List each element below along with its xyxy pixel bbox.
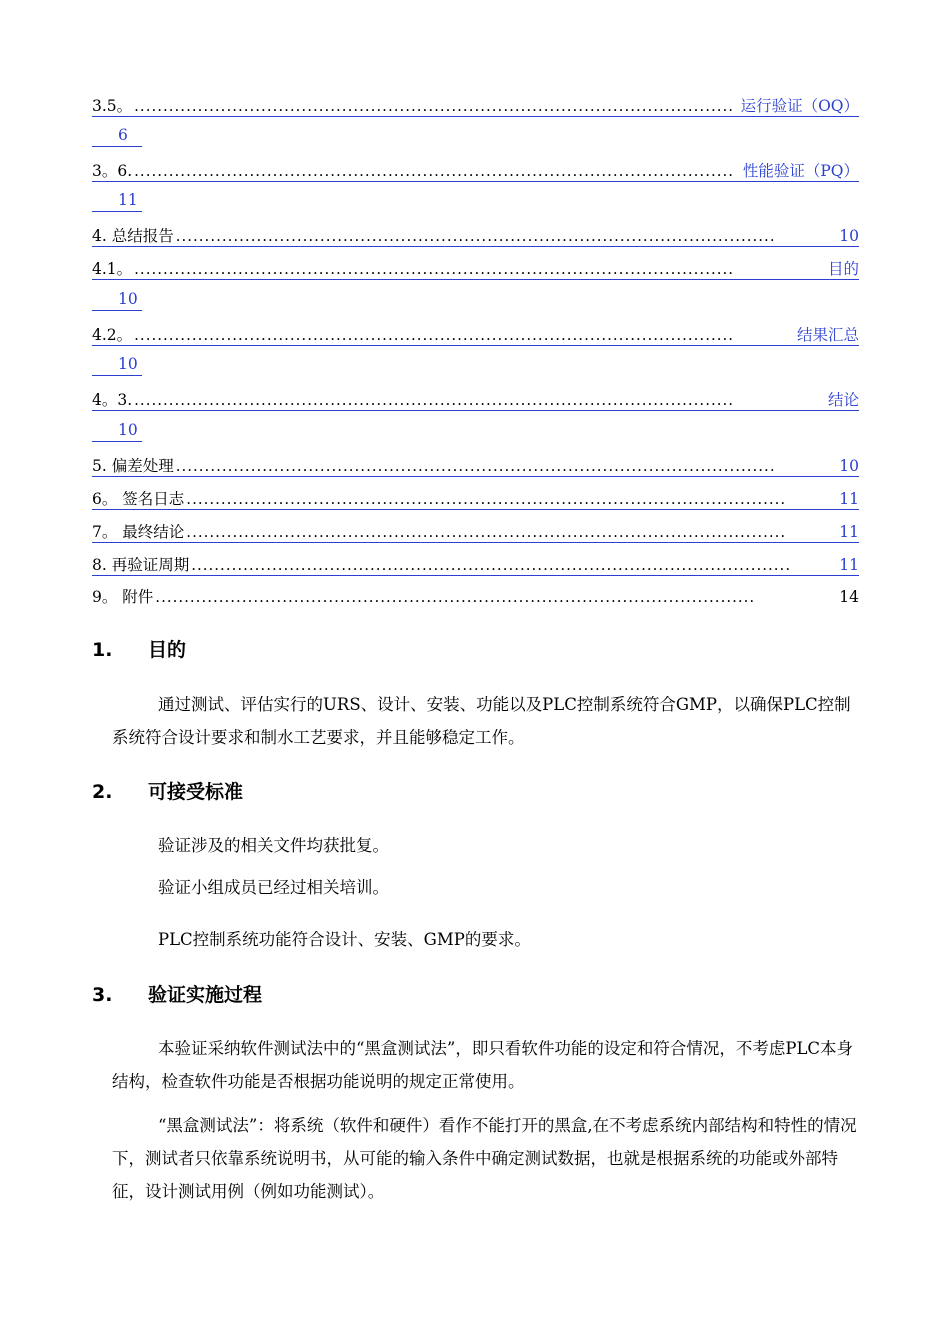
toc-leader-dots: ........................................................................................................ bbox=[134, 162, 735, 180]
section-1-paragraph: 通过测试、评估实行的URS、设计、安装、功能以及PLC控制系统符合GMP，以确保PLC控制系统符合设计要求和制水工艺要求，并且能够稳定工作。 bbox=[112, 695, 851, 747]
toc-entry-3-6-page[interactable] bbox=[92, 189, 142, 212]
toc-leader-dots: ........................................................................................................ bbox=[134, 97, 735, 115]
toc-entry-label: 8. 再验证周期 bbox=[92, 556, 190, 574]
toc-entry-label: 9。 附件 bbox=[92, 588, 154, 606]
toc-leader-dots: ........................................................................................................ bbox=[186, 523, 787, 541]
section-number: 1. bbox=[92, 639, 113, 661]
toc-leader-dots: ........................................................................................................ bbox=[175, 457, 776, 475]
section-title: 可接受标准 bbox=[148, 781, 244, 803]
toc-entry-9[interactable] bbox=[92, 583, 859, 607]
toc-wrap-number: 11 bbox=[118, 191, 138, 209]
criteria-item: 验证涉及的相关文件均获批复。 bbox=[158, 836, 389, 855]
toc-leader-dots: ........................................................................................................ bbox=[155, 588, 756, 606]
section-2-heading bbox=[92, 780, 243, 804]
section-1-heading bbox=[92, 638, 186, 662]
toc-entry-page: 目的 bbox=[827, 260, 859, 278]
toc-entry-4-1[interactable] bbox=[92, 255, 859, 280]
toc-entry-4-1-page[interactable] bbox=[92, 288, 142, 311]
section-3-heading bbox=[92, 983, 262, 1007]
section-title: 验证实施过程 bbox=[148, 984, 263, 1006]
toc-entry-label: 7。 最终结论 bbox=[92, 523, 185, 541]
toc-wrap-number: 6 bbox=[118, 126, 128, 144]
toc-entry-label: 4.1。 bbox=[92, 260, 133, 278]
toc-entry-4[interactable] bbox=[92, 222, 859, 247]
toc-leader-dots: ........................................................................................................ bbox=[191, 556, 792, 574]
toc-entry-4-3[interactable] bbox=[92, 386, 859, 411]
toc-leader-dots: ........................................................................................................ bbox=[134, 391, 735, 409]
toc-entry-label: 5. 偏差处理 bbox=[92, 457, 174, 475]
toc-entry-6[interactable] bbox=[92, 485, 859, 510]
section-number: 2. bbox=[92, 781, 113, 803]
toc-entry-5[interactable] bbox=[92, 452, 859, 477]
section-3-paragraph-2: “黑盒测试法”：将系统（软件和硬件）看作不能打开的黑盒,在不考虑系统内部结构和特性的情况下，测试者只依靠系统说明书，从可能的输入条件中确定测试数据，也就是根据系统的功能或外部特征，设计测试用例（例如功能测试）。 bbox=[112, 1116, 857, 1201]
toc-entry-7[interactable] bbox=[92, 518, 859, 543]
section-number: 3. bbox=[92, 984, 113, 1006]
toc-entry-4-3-page[interactable] bbox=[92, 419, 142, 442]
toc-leader-dots: ........................................................................................................ bbox=[186, 490, 787, 508]
toc-entry-label: 3。6. bbox=[92, 162, 133, 180]
toc-entry-page: 性能验证（PQ） bbox=[742, 162, 859, 180]
toc-entry-3-5[interactable] bbox=[92, 92, 859, 117]
toc-entry-page: 11 bbox=[839, 556, 859, 574]
toc-entry-page: 10 bbox=[839, 227, 859, 245]
toc-entry-page: 11 bbox=[839, 523, 859, 541]
toc-entry-label: 4。3. bbox=[92, 391, 133, 409]
toc-leader-dots: ........................................................................................................ bbox=[134, 260, 735, 278]
toc-entry-8[interactable] bbox=[92, 551, 859, 576]
toc-entry-label: 4. 总结报告 bbox=[92, 227, 174, 245]
toc-wrap-number: 10 bbox=[118, 355, 138, 373]
section-3-paragraph-1: 本验证采纳软件测试法中的“黑盒测试法”，即只看软件功能的设定和符合情况，不考虑PLC本身结构，检查软件功能是否根据功能说明的规定正常使用。 bbox=[112, 1039, 854, 1091]
criteria-item: PLC控制系统功能符合设计、安装、GMP的要求。 bbox=[158, 930, 531, 949]
section-title: 目的 bbox=[148, 639, 187, 661]
toc-entry-label: 3.5。 bbox=[92, 97, 133, 115]
toc-entry-label: 6。 签名日志 bbox=[92, 490, 185, 508]
toc-entry-page: 运行验证（OQ） bbox=[740, 97, 859, 115]
toc-entry-3-5-page[interactable] bbox=[92, 124, 142, 147]
toc-entry-label: 4.2。 bbox=[92, 326, 133, 344]
criteria-item: 验证小组成员已经过相关培训。 bbox=[158, 878, 389, 897]
toc-entry-page: 10 bbox=[839, 457, 859, 475]
toc-wrap-number: 10 bbox=[118, 421, 138, 439]
toc-entry-page: 14 bbox=[839, 588, 859, 606]
toc-wrap-number: 10 bbox=[118, 290, 138, 308]
toc-entry-4-2-page[interactable] bbox=[92, 353, 142, 376]
toc-entry-page: 结果汇总 bbox=[796, 326, 859, 344]
toc-entry-3-6[interactable] bbox=[92, 157, 859, 182]
toc-entry-page: 结论 bbox=[827, 391, 859, 409]
toc-entry-4-2[interactable] bbox=[92, 321, 859, 346]
toc-leader-dots: ........................................................................................................ bbox=[134, 326, 735, 344]
toc-entry-page: 11 bbox=[839, 490, 859, 508]
toc-leader-dots: ........................................................................................................ bbox=[175, 227, 776, 245]
